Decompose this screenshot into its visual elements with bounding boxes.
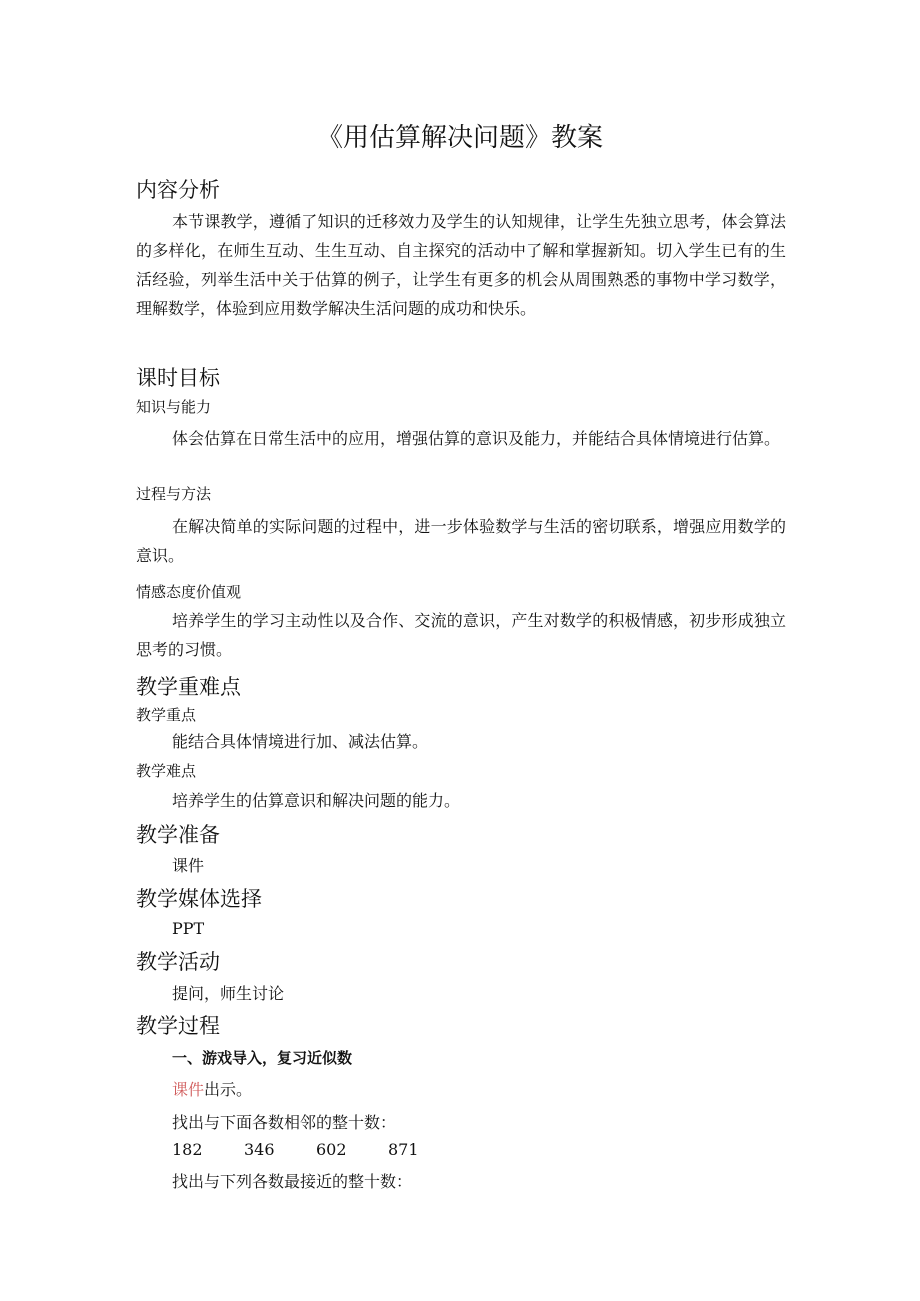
- heading-preparation: 教学准备: [136, 823, 220, 847]
- values-paragraph: 培养学生的学习主动性以及合作、交流的意识，产生对数学的积极情感，初步形成独立思考的习惯。: [136, 611, 786, 659]
- task1-text: 找出与下面各数相邻的整十数：: [172, 1113, 397, 1132]
- content-analysis-paragraph: 本节课教学，遵循了知识的迁移效力及学生的认知规律，让学生先独立思考，体会算法的多样化，在师生互动、生生互动、自主探究的活动中了解和掌握新知。切入学生已有的生活经验，列举生活中关于估算的例子，让学生有更多的机会从周围熟悉的事物中学习数学，理解数学，体验到应用数学解决生活问题的成功和快乐。: [136, 212, 786, 318]
- label-difficulty: 教学难点: [136, 762, 197, 780]
- step1-title: 一、游戏导入，复习近似数: [172, 1049, 353, 1067]
- label-focus: 教学重点: [136, 706, 197, 724]
- difficulty-text: 培养学生的估算意识和解决问题的能力。: [172, 791, 461, 810]
- process-method-paragraph: 在解决简单的实际问题的过程中，进一步体验数学与生活的密切联系，增强应用数学的意识。: [136, 517, 786, 565]
- task2-text: 找出与下列各数最接近的整十数：: [172, 1172, 413, 1191]
- heading-media: 教学媒体选择: [136, 887, 262, 911]
- heading-objectives: 课时目标: [136, 366, 220, 390]
- courseware-line: [172, 1077, 252, 1103]
- number-item: 346: [244, 1140, 275, 1159]
- number-row: [172, 1137, 460, 1163]
- media-text: PPT: [172, 919, 205, 938]
- courseware-suffix: 出示。: [204, 1080, 253, 1099]
- focus-text: 能结合具体情境进行加、减法估算。: [172, 732, 429, 751]
- number-item: 182: [172, 1140, 203, 1159]
- number-item: 871: [388, 1140, 419, 1159]
- label-values: 情感态度价值观: [136, 583, 242, 601]
- knowledge-paragraph: 体会估算在日常生活中的应用，增强估算的意识及能力，并能结合具体情境进行估算。: [172, 429, 781, 448]
- number-item: 602: [316, 1140, 347, 1159]
- heading-activities: 教学活动: [136, 950, 220, 974]
- preparation-text: 课件: [172, 856, 205, 875]
- heading-content-analysis: 内容分析: [136, 178, 220, 202]
- label-knowledge: 知识与能力: [136, 398, 212, 416]
- heading-process: 教学过程: [136, 1014, 220, 1038]
- document-title: 《用估算解决问题》教案: [316, 123, 603, 153]
- label-process-method: 过程与方法: [136, 485, 212, 503]
- heading-key-points: 教学重难点: [136, 675, 241, 699]
- courseware-link[interactable]: 课件: [172, 1080, 205, 1099]
- activities-text: 提问，师生讨论: [172, 984, 285, 1003]
